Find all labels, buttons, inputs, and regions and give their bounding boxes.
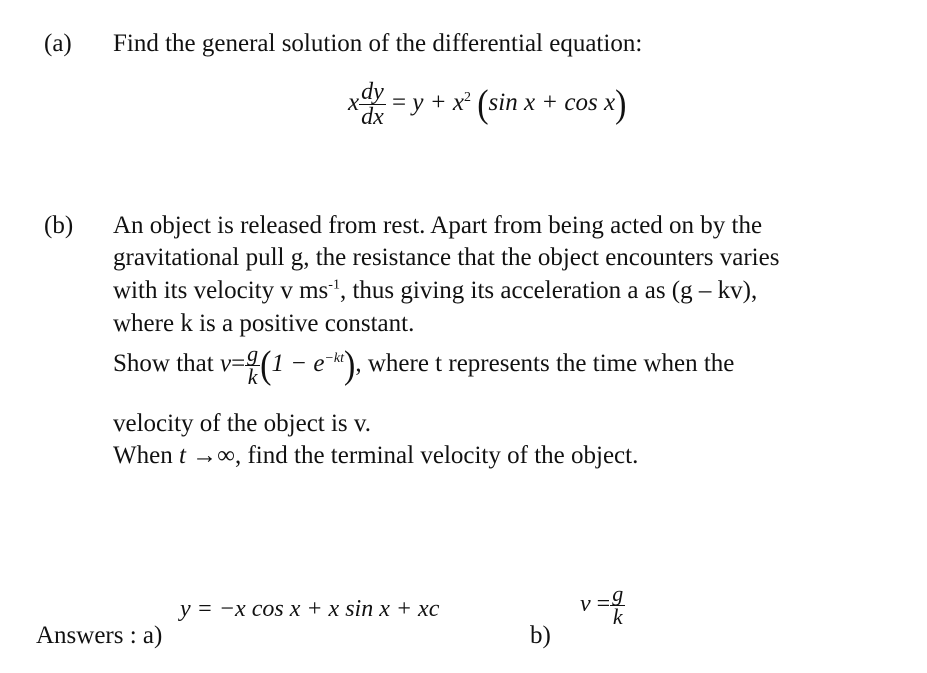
eq-rhs: y + x xyxy=(412,89,464,117)
eq-close-paren: ) xyxy=(615,82,627,126)
show-close-paren: ) xyxy=(344,343,356,387)
answer-b-expression xyxy=(580,583,625,628)
show-prefix: Show that xyxy=(113,350,220,378)
line-3-tail: , thus giving its acceleration a as (g – kv), xyxy=(339,277,758,304)
differential-equation xyxy=(348,80,626,129)
line-3-text: with its velocity v ms xyxy=(113,277,329,304)
show-v: v xyxy=(219,350,232,378)
show-suffix: , where t represents the time when the xyxy=(355,350,735,378)
part-b-label: (b) xyxy=(44,212,74,239)
answer-b-v: v xyxy=(580,591,591,618)
answer-b-label: b) xyxy=(530,622,551,649)
show-one-minus: 1 − e xyxy=(271,350,325,378)
show-exp: −kt xyxy=(324,350,345,366)
part-b-line-2: gravitational pull g, the resistance that the object encounters varies xyxy=(113,244,780,271)
eq-exponent: 2 xyxy=(463,89,471,105)
eq-equals: = xyxy=(392,89,407,117)
terminal-suffix: , find the terminal velocity of the object. xyxy=(234,442,639,469)
show-eq: = xyxy=(231,350,246,378)
dy-dx-fraction xyxy=(359,80,386,129)
terminal-t: t xyxy=(178,442,186,469)
show-open-paren: ( xyxy=(260,343,272,387)
answer-b-eq: = xyxy=(596,591,611,618)
eq-open-paren: ( xyxy=(477,82,489,126)
terminal-arrow: → xyxy=(192,442,218,469)
terminal-line xyxy=(113,440,638,472)
dy: dy xyxy=(361,79,384,105)
k-den: k xyxy=(247,364,258,389)
eq-inner: sin x + cos x xyxy=(488,89,616,117)
part-b-line-3 xyxy=(113,275,757,307)
part-a-label: (a) xyxy=(44,30,72,57)
answer-g-over-k xyxy=(610,583,625,628)
terminal-inf: ∞ xyxy=(217,442,235,469)
velocity-line: velocity of the object is v. xyxy=(113,410,372,437)
part-b-line-1: An object is released from rest. Apart from being acted on by the xyxy=(113,212,763,239)
g-num: g xyxy=(247,341,259,366)
terminal-prefix: When xyxy=(113,442,179,469)
g-over-k-fraction xyxy=(245,343,260,388)
answers-label: Answers : a) xyxy=(36,622,163,649)
answer-k: k xyxy=(612,604,623,629)
eq-x: x xyxy=(348,89,360,117)
part-a-prompt: Find the general solution of the differential equation: xyxy=(113,30,643,57)
answer-g: g xyxy=(612,581,624,606)
part-b-line-4: where k is a positive constant. xyxy=(113,310,415,337)
dx: dx xyxy=(361,104,384,130)
line-3-exp: -1 xyxy=(328,277,340,293)
answer-a-expression: y = −x cos x + x sin x + xc xyxy=(180,596,440,622)
show-that-line xyxy=(113,343,734,388)
